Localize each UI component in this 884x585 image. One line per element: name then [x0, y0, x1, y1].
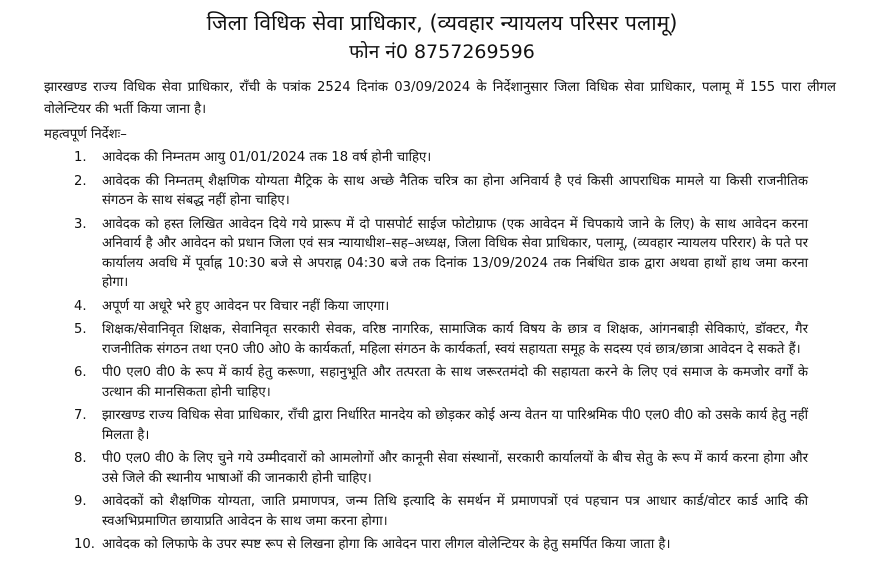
- directive-number: 8.: [74, 451, 87, 466]
- directive-item: [0, 363, 808, 402]
- directive-text: अपूर्ण या अधूरे भरे हुए आवेदन पर विचार नहीं किया जाएगा।: [102, 298, 390, 314]
- directive-item: [0, 535, 808, 555]
- directive-item: [0, 148, 808, 168]
- directive-number: 10.: [74, 537, 95, 552]
- directive-number: 2.: [74, 173, 87, 189]
- directive-number: 9.: [74, 494, 87, 509]
- directive-number: 7.: [74, 408, 87, 423]
- directive-text: झारखण्ड राज्य विधिक सेवा प्राधिकार, राँची द्वारा निर्धारित मानदेय को छोड़कर कोई अन्य वेतन या पारिश्रमिक पी0 एल0 वी0 को उसके कार्य हेतु नहीं मिलता है।: [102, 408, 808, 443]
- directive-item: [0, 492, 808, 531]
- directive-number: 4.: [74, 298, 87, 314]
- directive-text: आवेदक की निम्नतम् शैक्षणिक योग्यता मैट्रिक के साथ अच्छे नैतिक चरित्र का होना अनिवार्य है एवं किसी आपराधिक मामले या किसी राजनीतिक संगठन के साथ संबद्ध नहीं होना चाहिए।: [102, 173, 808, 208]
- phone-number: फोन नं0 8757269596: [349, 41, 535, 63]
- intro-paragraph: झारखण्ड राज्य विधिक सेवा प्राधिकार, राँची के पत्रांक 2524 दिनांक 03/09/2024 के निर्देशानुसार जिला विधिक सेवा प्राधिकार, पलामू में 155 पारा लीगल वोलेन्टियर की भर्ती किया जाना है।: [44, 80, 836, 117]
- directive-item: [0, 320, 808, 359]
- directive-text: शिक्षक/सेवानिवृत शिक्षक, सेवानिवृत सरकारी सेवक, वरिष्ठ नागरिक, सामाजिक कार्य विषय के छात्र व शिक्षक, आंगनबाड़ी सेविकाएं, डॉक्टर, गैर राजनीतिक संगठन तथा एन0 जी0 ओ0 के कार्यकर्ता, महिला संगठन के कार्यकर्ता, स्वयं सहायता समूह के सदस्य एवं छात्र/छात्रा आवेदन दे सकते हैं।: [102, 322, 808, 357]
- directive-number: 6.: [74, 365, 87, 380]
- directive-text: आवेदक को हस्त लिखित आवेदन दिये गये प्रारूप में दो पासपोर्ट साईज फोटोग्राफ (एक आवेदन में चिपकाये जाने के लिए) के साथ आवेदन करना अनिवार्य है और आवेदन को प्रधान जिला एवं सत्र न्यायाधीश–सह–अध्यक्ष, जिला विधिक सेवा प्राधिकार, पलामू, (व्यवहार न्यायलय परिरार) के पते पर कार्यालय अवधि में पूर्वाह्न 10:30 बजे से अपराह्न 04:30 बजे तक दिनांक 13/09/2024 तक निबंधित डाक द्वारा अथवा हाथों हाथ जमा करना होगा।: [102, 216, 808, 290]
- page-title: जिला विधिक सेवा प्राधिकार, (व्यवहार न्यायलय परिसर पलामू): [206, 11, 678, 35]
- directive-text: पी0 एल0 वी0 के रूप में कार्य हेतु करूणा, सहानुभूति और तत्परता के साथ जरूरतमंदो की सहायता करने के लिए एवं समाज के कमजोर वर्गों के उत्थान की मानसिकता होनी चाहिए।: [102, 365, 808, 400]
- directive-item: [0, 449, 808, 488]
- directive-item: [0, 297, 808, 317]
- directive-text: आवेदकों को शैक्षणिक योग्यता, जाति प्रमाणपत्र, जन्म तिथि इत्यादि के समर्थन में प्रमाणपत्रों एवं पहचान पत्र आधार कार्ड/वोटर कार्ड आदि की स्वअभिप्रमाणित छायाप्रति आवेदन के साथ जमा करना होगा।: [102, 494, 808, 529]
- directive-number: 1.: [74, 150, 87, 165]
- directives-list: [0, 148, 884, 559]
- directive-number: 3.: [74, 216, 87, 232]
- directive-text: आवेदक को लिफाफे के उपर स्पष्ट रूप से लिखना होगा कि आवेदन पारा लीगल वोलेन्टियर के हेतु समर्पित किया जाता है।: [102, 537, 671, 552]
- directives-heading: महत्वपूर्ण निर्देशः–: [44, 127, 127, 142]
- directive-item: [0, 406, 808, 445]
- directive-item: [0, 172, 808, 211]
- directive-text: पी0 एल0 वी0 के लिए चुने गये उम्मीदवारों को आमलोगों और कानूनी सेवा संस्थानों, सरकारी कार्यालयों के बीच सेतु के रूप में कार्य करना होगा और उसे जिले की स्थानीय भाषाओं की जानकारी होनी चाहिए।: [102, 451, 808, 486]
- directive-item: [0, 215, 808, 293]
- directive-text: आवेदक की निम्नतम आयु 01/01/2024 तक 18 वर्ष होनी चाहिए।: [102, 150, 432, 165]
- directive-number: 5.: [74, 322, 87, 337]
